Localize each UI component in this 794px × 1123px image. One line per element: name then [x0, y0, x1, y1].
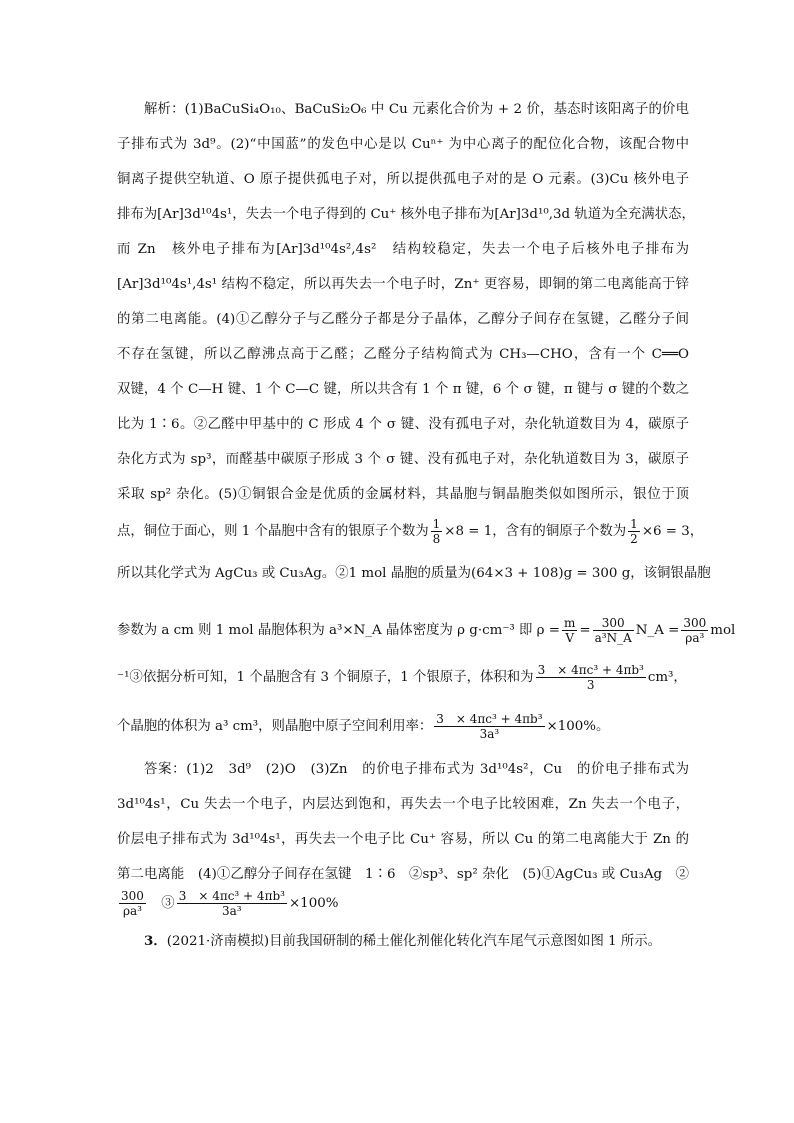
line-16-text-a: ⁻¹③依据分析可知，1 个晶胞含有 3 个铜原子，1 个银原子，体积和为: [117, 670, 534, 685]
analysis-line-4: 排布为[Ar]3d¹⁰4s¹，失去一个电子得到的 Cu⁺ 核外电子排布为[Ar]3d¹⁰,3d 轨道为全充满状态，: [117, 207, 695, 222]
analysis-line-11: 杂化方式为 sp³，而醛基中碳原子形成 3 个 σ 键、没有孤电子对，杂化轨道数目为 3，碳原子: [117, 452, 689, 467]
answer-tail: ×100%: [288, 896, 339, 911]
fraction-numerator: 3 × 4πc³ + 4πb³: [537, 663, 644, 677]
analysis-line-5: 而 Zn 核外电子排布为[Ar]3d¹⁰4s²,4s² 结构较稳定，失去一个电子后核外电子排布为: [117, 242, 689, 257]
line-15-text-a: 参数为 a cm 则 1 mol 晶胞体积为 a³×N_A 晶体密度为 ρ g·cm⁻³ 即 ρ =: [117, 623, 561, 638]
line-17-text-a: 个晶胞的体积为 a³ cm³，则晶胞中原子空间利用率：: [117, 719, 433, 734]
line-15-text-d: mol: [710, 623, 736, 638]
line-17-text-b: ×100%。: [546, 719, 610, 734]
fraction-answer-utilization: [177, 889, 287, 918]
fraction-avogadro: [681, 616, 708, 645]
fraction-denominator: ρa³: [685, 631, 705, 645]
fraction-denominator: 3a³: [222, 904, 242, 918]
fraction-denominator: ρa³: [122, 904, 142, 918]
fraction-numerator: 3 × 4πc³ + 4πb³: [178, 889, 285, 903]
fraction-one-half: [628, 517, 640, 546]
analysis-line-9: 双键，4 个 C—H 键、1 个 C—C 键，所以共含有 1 个 π 键，6 个 σ 键，π 键与 σ 键的个数之: [117, 382, 689, 397]
fraction-numerator: m: [564, 616, 576, 630]
question-text: 目前我国研制的稀土催化剂催化转化汽车尾气示意图如图 1 所示。: [269, 934, 662, 949]
analysis-line-2: 子排布式为 3d⁹。(2)“中国蓝”的发色中心是以 Cuⁿ⁺ 为中心离子的配位化合物，该配合物中: [117, 137, 689, 152]
fraction-denominator: a³N_A: [594, 631, 632, 645]
fraction-density: [593, 616, 634, 645]
answer-line-1: 答案：(1)2 3d⁹ (2)O (3)Zn 的价电子排布式为 3d¹⁰4s²，Cu 的价电子排布式为: [144, 762, 689, 777]
line-13-text-b: ×8 = 1，含有的铜原子个数为: [444, 524, 627, 539]
answer-line-5: [117, 884, 689, 924]
fraction-denominator: 3: [586, 678, 595, 692]
fraction-numerator: 300: [683, 616, 707, 630]
fraction-numerator: 300: [593, 616, 634, 631]
fraction-numerator: 300: [121, 889, 144, 903]
line-16-text-b: cm³，: [647, 670, 687, 685]
answer-circled-3: ③: [161, 896, 175, 911]
fraction-m-over-v: [562, 616, 577, 645]
fraction-denominator: V: [565, 631, 575, 645]
fraction-one-eighth: [431, 517, 443, 546]
answer-line-2: 3d¹⁰4s¹，Cu 失去一个电子，内层达到饱和，再失去一个电子比较困难，Zn 失去一个电子，: [117, 797, 689, 812]
analysis-line-13: [117, 512, 704, 552]
fraction-denominator: 2: [630, 532, 638, 546]
fraction-space-utilization: [434, 712, 544, 741]
question-3-line: [144, 929, 689, 953]
analysis-line-15: [117, 611, 736, 651]
fraction-volume-sum: [536, 663, 646, 692]
analysis-line-10: 比为 1∶6。②乙醛中甲基中的 C 形成 4 个 σ 键、没有孤电子对，杂化轨道数目为 4，碳原子: [117, 417, 689, 432]
question-source: (2021·济南模拟): [166, 934, 270, 949]
fraction-answer-density: [119, 889, 146, 918]
analysis-line-12: 采取 sp² 杂化。(5)①铜银合金是优质的金属材料，其晶胞与铜晶胞类似如图所示，银位于顶: [117, 487, 689, 502]
fraction-denominator: 8: [432, 532, 441, 546]
fraction-numerator: 3 × 4πc³ + 4πb³: [436, 712, 543, 726]
analysis-line-17: [117, 707, 689, 747]
fraction-numerator: 1: [630, 517, 638, 531]
analysis-line-3: 铜离子提供空轨道、O 原子提供孤电子对，所以提供孤电子对的是 O 元素。(3)Cu 核外电子: [117, 172, 689, 187]
line-15-text-b: =: [579, 623, 591, 638]
analysis-line-7: 的第二电离能。(4)①乙醇分子与乙醛分子都是分子晶体，乙醇分子间存在氢键，乙醛分子间: [117, 312, 689, 327]
line-13-text-a: 点，铜位于面心，则 1 个晶胞中含有的银原子个数为: [117, 524, 429, 539]
analysis-line-16: [117, 658, 689, 698]
analysis-line-14: 所以其化学式为 AgCu₃ 或 Cu₃Ag。②1 mol 晶胞的质量为(64×3 + 108)g = 300 g，该铜银晶胞: [117, 566, 711, 581]
answer-line-3: 价层电子排布式为 3d¹⁰4s¹，再失去一个电子比 Cu⁺ 容易，所以 Cu 的第二电离能大于 Zn 的: [117, 832, 689, 847]
analysis-line-1: 解析：(1)BaCuSi₄O₁₀、BaCuSi₂O₆ 中 Cu 元素化合价为 + 2 价，基态时该阳离子的价电: [144, 102, 689, 117]
answer-line-4: 第二电离能 (4)①乙醇分子间存在氢键 1∶6 ②sp³、sp² 杂化 (5)①AgCu₃ 或 Cu₃Ag ②: [117, 867, 689, 882]
line-15-text-c: N_A =: [635, 623, 680, 638]
fraction-numerator: 1: [432, 517, 441, 531]
fraction-denominator: 3a³: [479, 727, 500, 741]
analysis-line-8: 不存在氢键，所以乙醇沸点高于乙醛；乙醛分子结构简式为 CH₃—CHO，含有一个 C══O: [117, 347, 689, 362]
question-number: 3．: [144, 933, 167, 949]
line-13-text-c: ×6 = 3，: [641, 524, 704, 539]
analysis-line-6: [Ar]3d¹⁰4s¹,4s¹ 结构不稳定，所以再失去一个电子时，Zn⁺ 更容易，即铜的第二电离能高于锌: [117, 277, 689, 292]
